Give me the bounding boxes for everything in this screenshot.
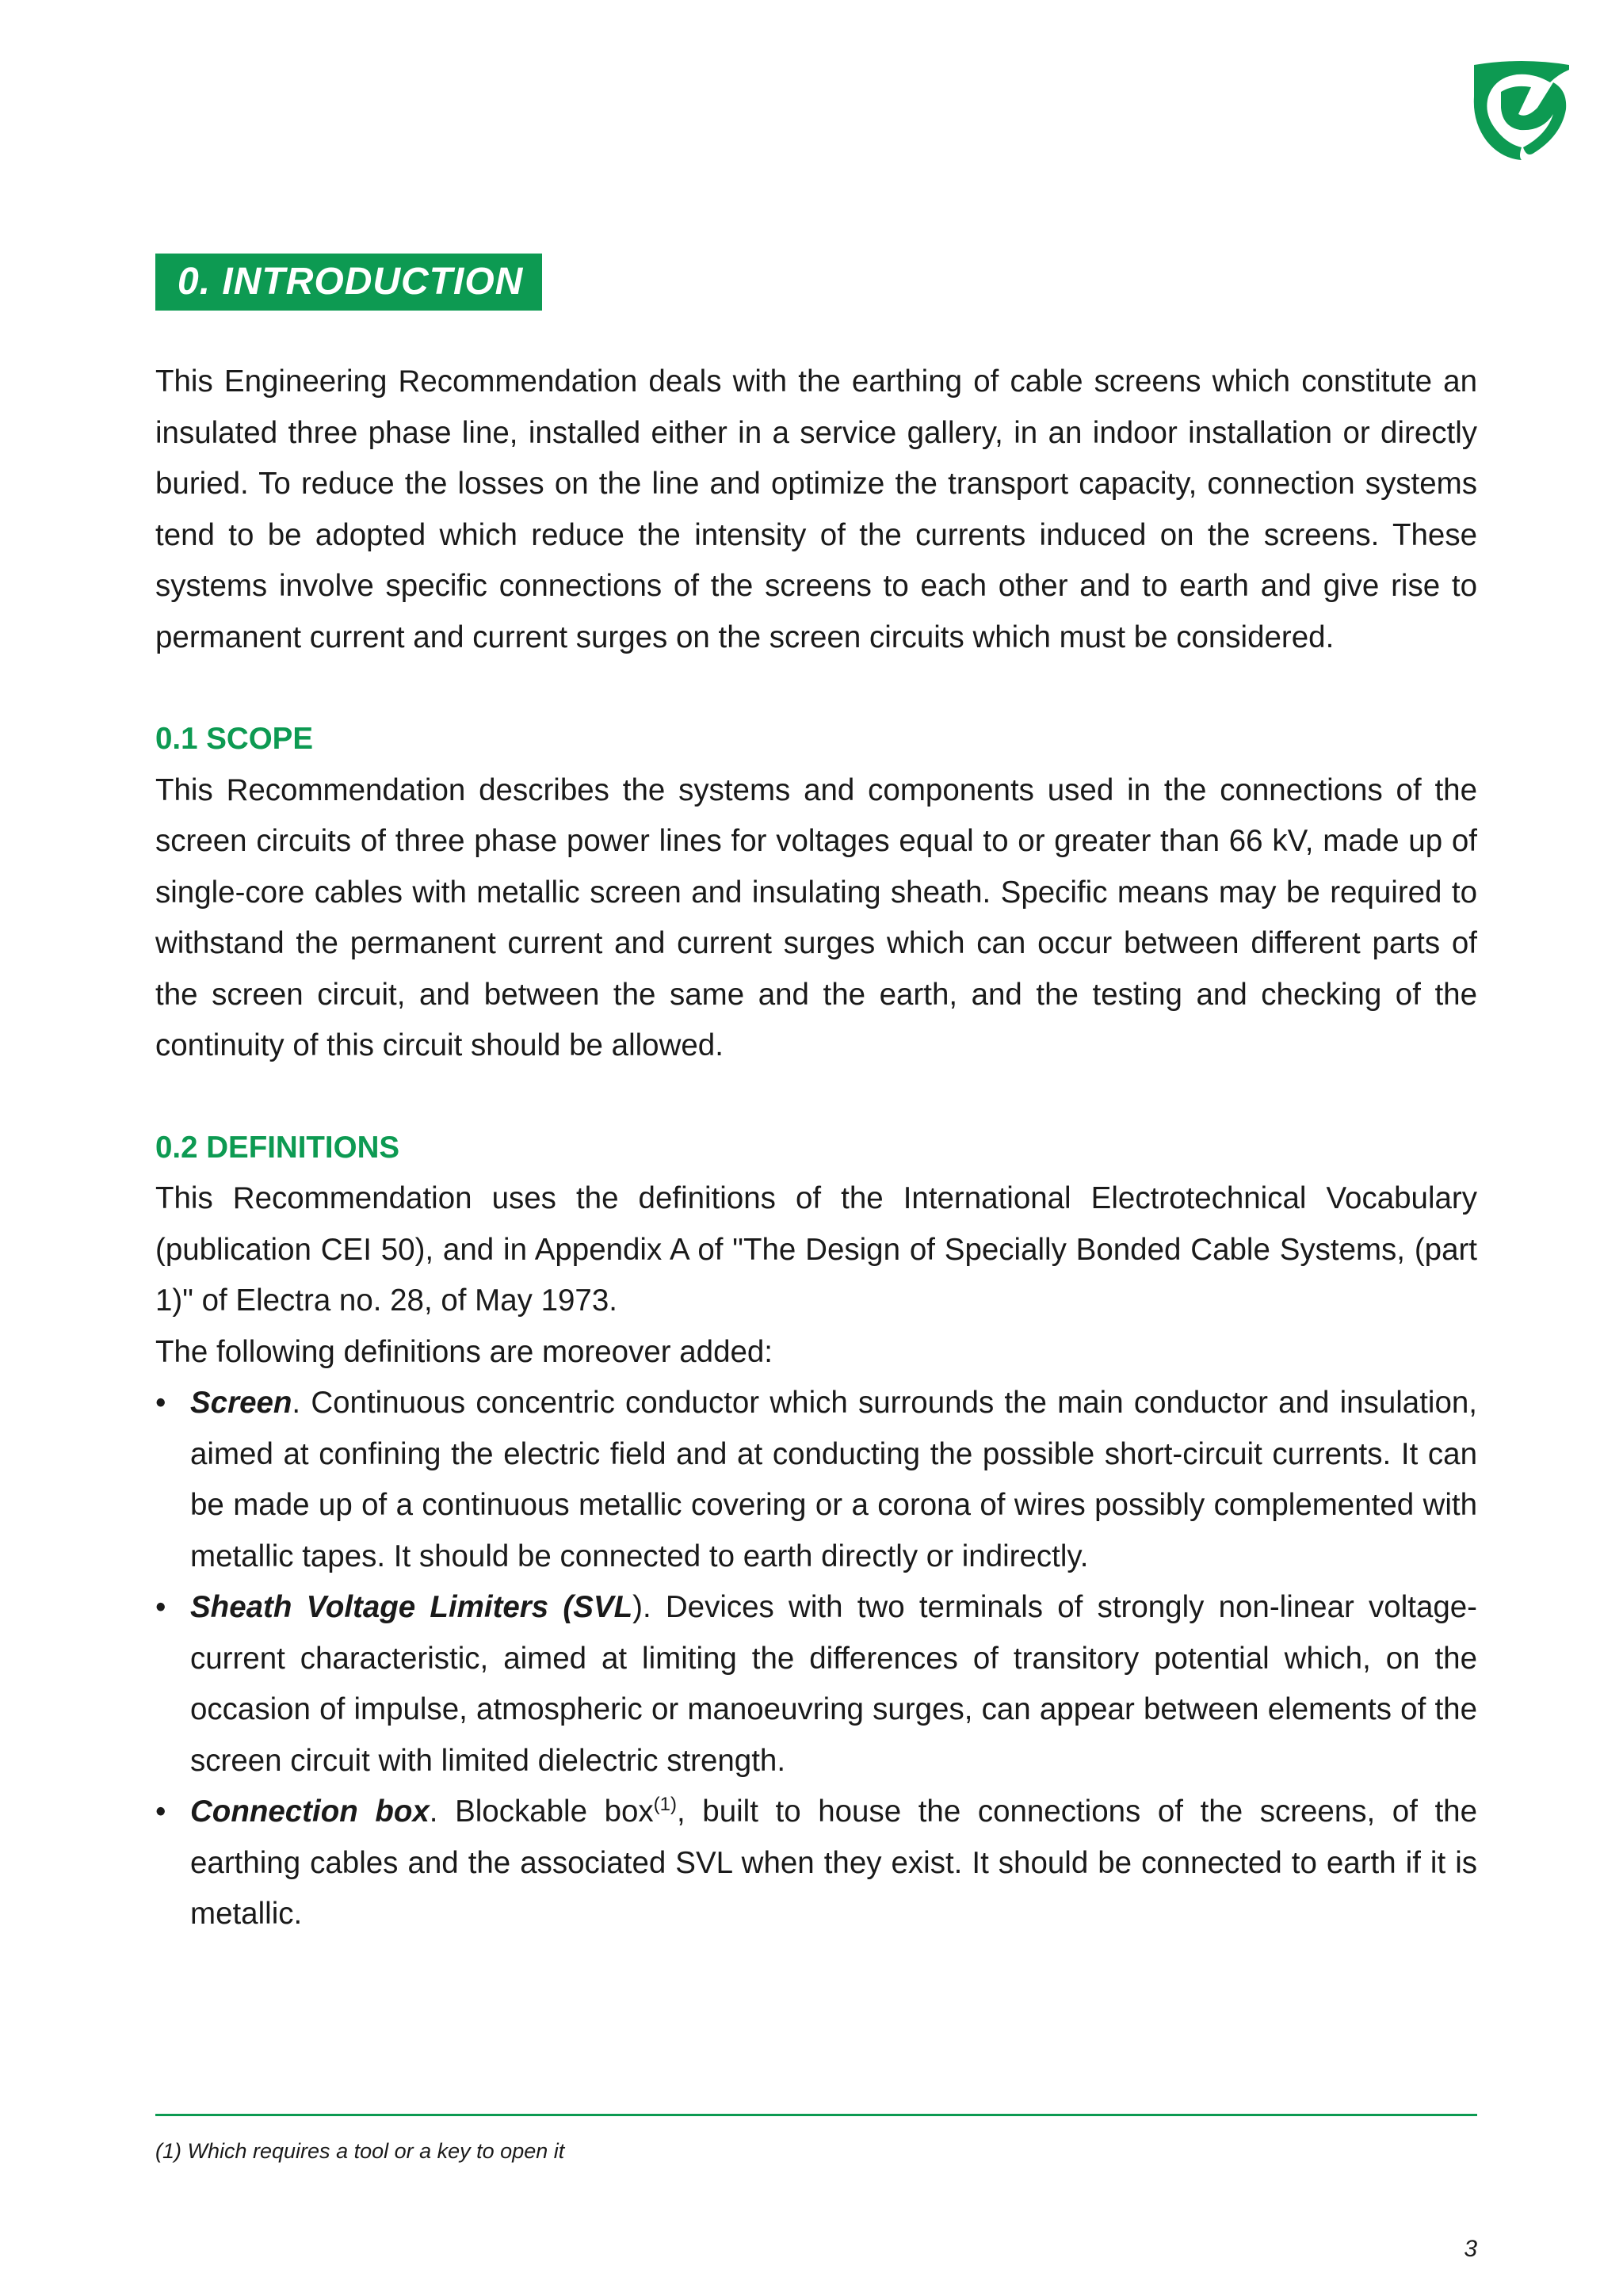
bullet-icon: • [155,1590,166,1624]
list-item [155,1787,1477,1940]
definition-text: . Blockable box [429,1794,654,1829]
bullet-icon: • [155,1386,166,1420]
footnote: (1) Which requires a tool or a key to open it [155,2139,565,2163]
definition-term: Connection box [190,1794,430,1829]
introduction-paragraph: This Engineering Recommendation deals with the earthing of cable screens which constitute an insulated three phase line, installed either in a service gallery, in an indoor installation or directly buried. To reduce the losses on the line and optimize the transport capacity, connection systems tend to be adopted which reduce the intensity of the currents induced on the screens. These systems involve specific connections of the screens to each other and to earth and give rise to permanent current and current surges on the screen circuits which must be considered. [155,364,1477,654]
list-item [155,1378,1477,1582]
definitions-added: The following definitions are moreover added: [155,1334,773,1369]
page-number: 3 [1464,2236,1477,2262]
definition-term: Screen [190,1386,292,1420]
definitions-intro: This Recommendation uses the definitions of the International Electrotechnical Vocabulary (publication CEI 50), and in Appendix A of "The Design of Specially Bonded Cable Systems, (part 1)" of Electra no. 28, of May 1973. [155,1181,1477,1318]
section-title: 0. INTRODUCTION [155,254,542,311]
definition-text-continued: , built to house the connections of the screens, of the earthing cables and the associated SVL when they exist. It should be connected to earth if it is metallic. [190,1794,1478,1931]
definition-text: . Continuous concentric conductor which surrounds the main conductor and insulation, aimed at confining the electric field and at conducting the possible short-circuit currents. It can be made up of a continuous metallic covering or a corona of wires possibly complemented with metallic tapes. It should be connected to earth directly or indirectly. [190,1386,1477,1573]
definitions-heading: 0.2 DEFINITIONS [155,1130,400,1165]
definition-text: ). Devices with two terminals of strongly non-linear voltage-current characteristic, aimed at limiting the differences of transitory potential which, on the occasion of impulse, atmospheric or manoeuvring surges, can appear between elements of the screen circuit with limited dielectric strength. [190,1590,1477,1778]
bullet-icon: • [155,1794,166,1829]
scope-heading: 0.1 SCOPE [155,722,314,756]
company-logo-icon [1471,59,1572,162]
main-content [155,357,1477,1940]
scope-paragraph: This Recommendation describes the systems and components used in the connections of the screen circuits of three phase power lines for voltages equal to or greater than 66 kV, made up of single-core cables with metallic screen and insulating sheath. Specific means may be required to withstand the permanent current and current surges which can occur between different parts of the screen circuit, and between the same and the earth, and the testing and checking of the continuity of this circuit should be allowed. [155,772,1477,1062]
footnote-divider [155,2114,1477,2116]
definitions-list [155,1378,1477,1940]
list-item [155,1582,1477,1787]
definition-term: Sheath Voltage Limiters (SVL [190,1590,633,1624]
footnote-reference[interactable]: (1) [653,1794,678,1816]
